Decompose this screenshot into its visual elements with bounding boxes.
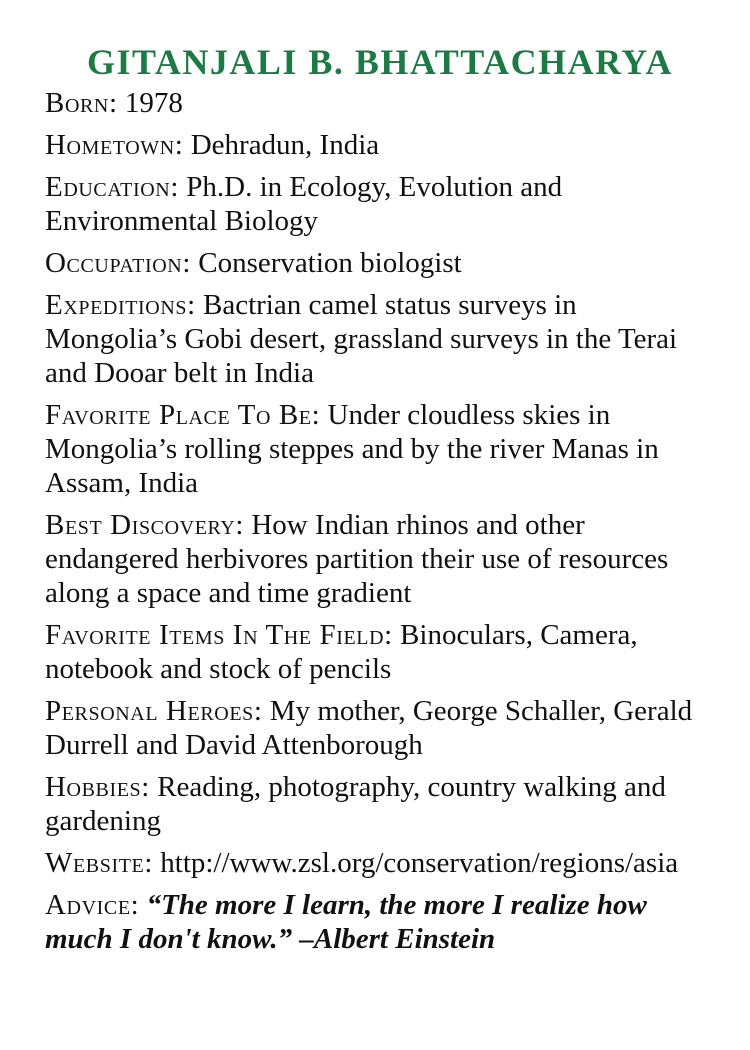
favorite-items-value: Binoculars, Camera, notebook and stock of pencils <box>45 619 638 685</box>
best-discovery-label: Best Discovery: <box>45 509 245 541</box>
born-label: Born: <box>45 87 118 119</box>
favorite-place-value: Under cloudless skies in Mongolia’s rolling steppes and by the river Manas in Assam, India <box>45 399 659 499</box>
favorite-items-label: Favorite Items In The Field: <box>45 619 393 651</box>
best-discovery-value: How Indian rhinos and other endangered herbivores partition their use of resources along a space and time gradient <box>45 509 669 609</box>
favorite-items-entry <box>45 618 715 686</box>
born-entry <box>45 86 715 120</box>
education-label: Education: <box>45 171 179 203</box>
expeditions-entry <box>45 288 715 390</box>
personal-heroes-label: Personal Heroes: <box>45 695 263 727</box>
occupation-value: Conservation biologist <box>198 247 462 279</box>
hometown-label: Hometown: <box>45 129 184 161</box>
website-link[interactable]: http://www.zsl.org/conservation/regions/asia <box>160 847 679 879</box>
hometown-entry <box>45 128 715 162</box>
favorite-place-label: Favorite Place To Be: <box>45 399 321 431</box>
expeditions-label: Expeditions: <box>45 289 196 321</box>
education-entry <box>45 170 715 238</box>
advice-entry <box>45 888 715 956</box>
best-discovery-entry <box>45 508 715 610</box>
born-value: 1978 <box>124 87 183 119</box>
website-label: Website: <box>45 847 154 879</box>
education-value: Ph.D. in Ecology, Evolution and Environmental Biology <box>45 171 563 237</box>
personal-heroes-value: My mother, George Schaller, Gerald Durrell and David Attenborough <box>45 695 693 761</box>
advice-quote: “The more I learn, the more I realize how much I don't know.” –Albert Einstein <box>45 889 647 955</box>
hobbies-label: Hobbies: <box>45 771 150 803</box>
hobbies-entry <box>45 770 715 838</box>
hobbies-value: Reading, photography, country walking and gardening <box>45 771 666 837</box>
advice-label: Advice: <box>45 889 140 921</box>
occupation-label: Occupation: <box>45 247 192 279</box>
expeditions-value: Bactrian camel status surveys in Mongolia’s Gobi desert, grassland surveys in the Terai and Dooar belt in India <box>45 289 678 389</box>
favorite-place-entry <box>45 398 715 500</box>
profile-card <box>45 40 715 964</box>
occupation-entry <box>45 246 715 280</box>
profile-name: GITANJALI B. BHATTACHARYA <box>87 42 673 82</box>
personal-heroes-entry <box>45 694 715 762</box>
hometown-value: Dehradun, India <box>190 129 380 161</box>
website-entry <box>45 846 715 880</box>
